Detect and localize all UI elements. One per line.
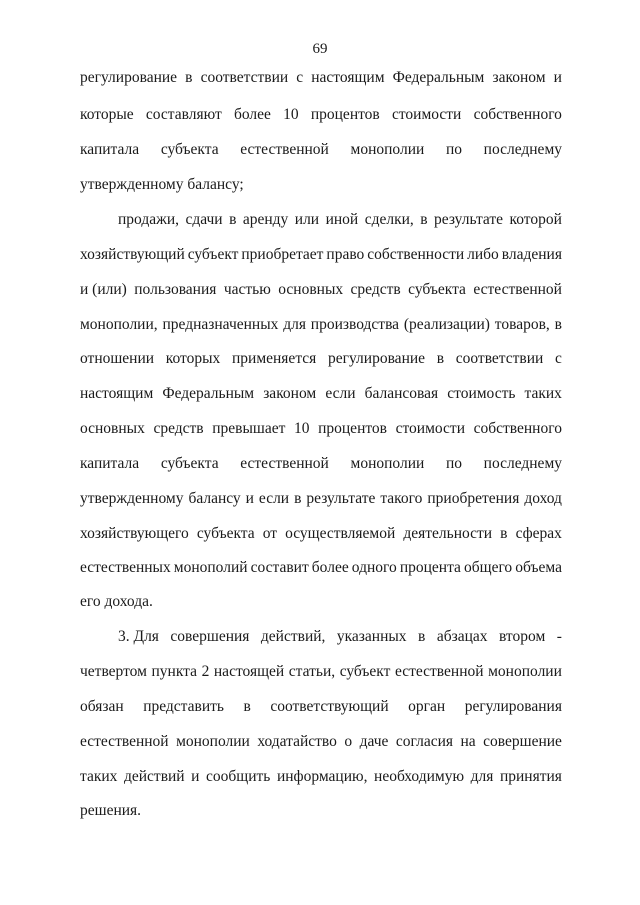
word: результате: [434, 211, 504, 228]
word: монополии,: [80, 316, 158, 333]
text-line-13: [80, 489, 562, 509]
word: в: [229, 211, 237, 228]
word: о: [344, 733, 353, 750]
word: предназначенных: [162, 316, 279, 333]
word: результате: [306, 490, 376, 507]
word: монополии: [488, 663, 562, 680]
text-line-9: [80, 349, 562, 369]
word: -: [556, 628, 562, 645]
word: более: [233, 106, 271, 123]
word: которые: [80, 106, 134, 123]
word: монополии: [350, 141, 425, 158]
word: совершения: [170, 628, 250, 645]
word: сферах: [515, 525, 562, 542]
word: сообщить: [206, 768, 271, 785]
word: доход: [524, 490, 562, 507]
word: субъекта: [160, 141, 219, 158]
word: если: [258, 490, 290, 507]
word: пользования: [134, 281, 217, 298]
word: настоящим: [311, 69, 385, 86]
word: составляют: [145, 106, 222, 123]
word: на: [460, 733, 476, 750]
word: естественной: [240, 455, 329, 472]
text-line-8: [80, 315, 562, 335]
word: соответствующий: [270, 698, 389, 715]
word: процентов: [310, 106, 380, 123]
word: (реализации): [403, 316, 490, 333]
word: капитала: [80, 141, 140, 158]
word: субъект: [187, 246, 239, 263]
word: и: [191, 768, 200, 785]
word: регулирование: [327, 350, 426, 367]
word: естественной: [394, 663, 484, 680]
text-line-14: [80, 524, 562, 544]
word: последнему: [483, 455, 562, 472]
word: сдачи: [185, 211, 223, 228]
word: приобретает: [241, 246, 324, 263]
word: в: [500, 525, 508, 542]
word: монополий: [173, 559, 248, 576]
word: стоимости: [395, 420, 465, 437]
word: субъекта: [160, 455, 219, 472]
text-line-22: решения.: [80, 802, 142, 819]
word: собственного: [473, 420, 562, 437]
text-line-19: [80, 697, 562, 717]
text-line-18: [80, 662, 562, 682]
word: 3. Для: [118, 628, 159, 645]
word: действий: [123, 768, 185, 785]
word: стоимости: [391, 106, 462, 123]
word: или: [294, 211, 320, 228]
text-line-1: [80, 68, 562, 88]
word: монополии: [350, 455, 425, 472]
word: деятельности: [403, 525, 493, 542]
text-line-11: [80, 419, 562, 439]
word: стоимость: [447, 385, 516, 402]
word: естественной: [240, 141, 329, 158]
word: для: [470, 768, 494, 785]
word: последнему: [483, 141, 562, 158]
word: отношении: [80, 350, 155, 367]
word: объема: [515, 559, 562, 576]
word: естественной: [473, 281, 562, 298]
text-line-17: [118, 627, 562, 647]
word: ходатайство: [257, 733, 337, 750]
word: орган: [408, 698, 446, 715]
word: в: [185, 69, 193, 86]
word: более: [311, 559, 349, 576]
word: указанных: [336, 628, 407, 645]
text-line-7: [80, 280, 562, 300]
word: представить: [143, 698, 224, 715]
word: в: [418, 628, 426, 645]
word: настоящей: [213, 663, 285, 680]
text-line-21: [80, 767, 562, 787]
word: субъект: [339, 663, 391, 680]
word: абзацах: [436, 628, 488, 645]
word: и: [245, 490, 254, 507]
word: субъекта: [196, 525, 255, 542]
word: право: [326, 246, 365, 263]
word: монополии: [176, 733, 250, 750]
word: которых: [165, 350, 221, 367]
word: хозяйствующий: [80, 246, 185, 263]
text-line-4: утвержденному балансу;: [80, 176, 244, 193]
word: в: [554, 316, 562, 333]
word: статьи,: [288, 663, 336, 680]
text-line-15: [80, 558, 562, 578]
word: владения: [501, 246, 562, 263]
word: иной: [325, 211, 359, 228]
word: 10: [283, 106, 299, 123]
word: осуществляемой: [285, 525, 396, 542]
word: совершение: [483, 733, 562, 750]
word: производства: [310, 316, 400, 333]
word: законом: [492, 69, 546, 86]
word: обязан: [80, 698, 124, 715]
text-line-5: [118, 210, 562, 230]
word: основных: [278, 281, 344, 298]
word: естественной: [80, 733, 169, 750]
word: 10: [293, 420, 310, 437]
word: аренду: [242, 211, 289, 228]
word: и (или): [80, 281, 127, 298]
word: частью: [223, 281, 271, 298]
word: составит: [250, 559, 309, 576]
word: балансовая: [364, 385, 439, 402]
word: регулирования: [464, 698, 562, 715]
word: средств: [350, 281, 401, 298]
word: процентов: [318, 420, 387, 437]
word: основных: [80, 420, 145, 437]
word: 2: [201, 663, 210, 680]
word: утвержденному: [80, 490, 184, 507]
word: применяется: [231, 350, 317, 367]
word: превышает: [212, 420, 286, 437]
word: приобретения: [427, 490, 520, 507]
word: соответствии: [200, 69, 289, 86]
word: необходимую: [374, 768, 465, 785]
word: сделки,: [364, 211, 414, 228]
word: соответствии: [455, 350, 544, 367]
word: с: [296, 69, 304, 86]
word: по: [445, 455, 462, 472]
word: Федеральным: [162, 385, 255, 402]
page-number: 69: [312, 41, 328, 57]
word: собственности: [367, 246, 465, 263]
word: в: [243, 698, 251, 715]
word: в: [420, 211, 428, 228]
word: согласия: [395, 733, 454, 750]
text-line-3: [80, 140, 562, 160]
word: действий,: [260, 628, 326, 645]
word: Федеральным: [392, 69, 485, 86]
text-line-6: [80, 245, 562, 265]
text-line-10: [80, 384, 562, 404]
text-line-16: его дохода.: [80, 593, 153, 610]
word: таких: [524, 385, 562, 402]
word: принятия: [499, 768, 562, 785]
word: процента: [399, 559, 461, 576]
word: в: [294, 490, 302, 507]
word: законом: [263, 385, 317, 402]
word: пункта: [151, 663, 198, 680]
word: субъекта: [408, 281, 466, 298]
word: четвертом: [80, 663, 147, 680]
word: балансу: [188, 490, 241, 507]
word: капитала: [80, 455, 140, 472]
word: с: [555, 350, 562, 367]
word: для: [283, 316, 306, 333]
word: естественных: [80, 559, 171, 576]
word: товаров,: [494, 316, 550, 333]
word: настоящим: [80, 385, 154, 402]
word: информацию,: [276, 768, 368, 785]
word: таких: [80, 768, 118, 785]
word: которой: [509, 211, 562, 228]
word: от: [262, 525, 278, 542]
word: в: [436, 350, 445, 367]
text-line-12: [80, 454, 562, 474]
word: если: [325, 385, 356, 402]
word: такого: [380, 490, 423, 507]
word: собственного: [473, 106, 562, 123]
word: продажи,: [118, 211, 179, 228]
text-line-20: [80, 732, 562, 752]
word: и: [553, 69, 562, 86]
word: общего: [464, 559, 513, 576]
text-line-2: [80, 105, 562, 125]
word: средств: [153, 420, 204, 437]
word: по: [445, 141, 462, 158]
word: либо: [467, 246, 499, 263]
word: одного: [351, 559, 397, 576]
word: втором: [499, 628, 546, 645]
word: даче: [359, 733, 389, 750]
word: хозяйствующего: [80, 525, 189, 542]
word: регулирование: [80, 69, 178, 86]
